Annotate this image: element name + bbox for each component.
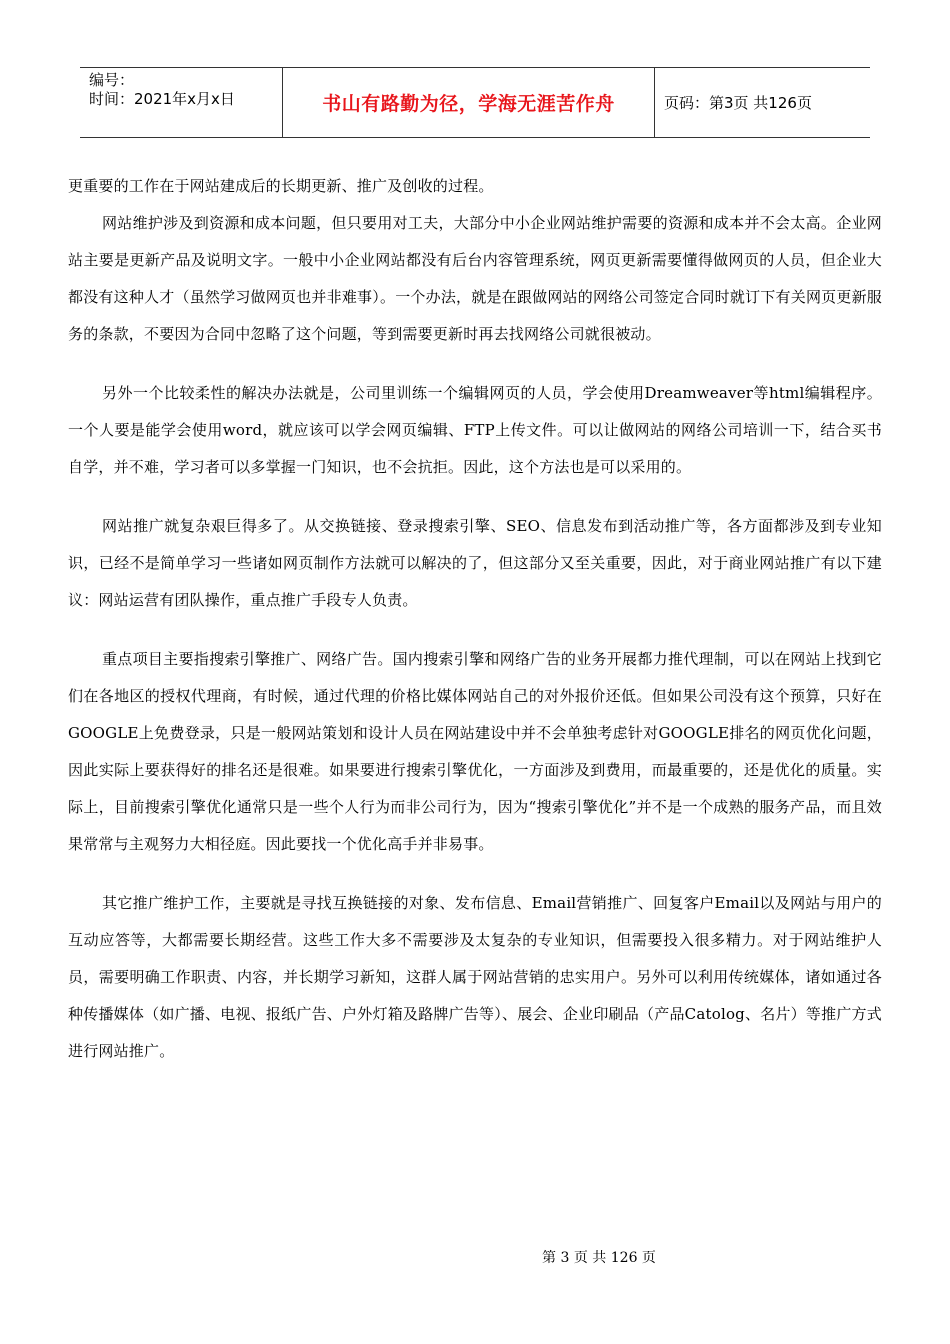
header-page-number: 页码：第3页 共126页: [664, 94, 812, 112]
document-body: [68, 168, 882, 1070]
paragraph-maintenance: 网站维护涉及到资源和成本问题，但只要用对工夫，大部分中小企业网站维护需要的资源和成本并不会太高。企业网站主要是更新产品及说明文字。一般中小企业网站都没有后台内容管理系统，网页更新需要懂得做网页的人员，但企业大都没有这种人才（虽然学习做网页也并非难事）。一个办法，就是在跟做网站的网络公司签定合同时就订下有关网页更新服务的条款，不要因为合同中忽略了这个问题，等到需要更新时再去找网络公司就很被动。: [68, 214, 882, 343]
document-header: [80, 67, 870, 138]
paragraph-intro: 更重要的工作在于网站建成后的长期更新、推广及创收的过程。: [68, 177, 494, 195]
document-number-label: 编号：: [89, 71, 135, 89]
page-footer: 第 3 页 共 126 页: [542, 1250, 656, 1266]
header-meta: [80, 68, 283, 137]
paragraph-other-work: 其它推广维护工作，主要就是寻找互换链接的对象、发布信息、Email营销推广、回复客户Email以及网站与用户的互动应答等，大都需要长期经营。这些工作大多不需要涉及太复杂的专业知识，但需要投入很多精力。对于网站维护人员，需要明确工作职责、内容，并长期学习新知，这群人属于网站营销的忠实用户。另外可以利用传统媒体，诸如通过各种传播媒体（如广播、电视、报纸广告、户外灯箱及路牌广告等）、展会、企业印刷品（产品Catolog、名片）等推广方式进行网站推广。: [68, 894, 882, 1060]
header-motto: 书山有路勤为径，学海无涯苦作舟: [283, 68, 655, 137]
paragraph-key-projects: 重点项目主要指搜索引擎推广、网络广告。国内搜索引擎和网络广告的业务开展都力推代理制，可以在网站上找到它们在各地区的授权代理商，有时候，通过代理的价格比媒体网站自己的对外报价还低。但如果公司没有这个预算，只好在GOOGLE上免费登录，只是一般网站策划和设计人员在网站建设中并不会单独考虑针对GOOGLE排名的网页优化问题，因此实际上要获得好的排名还是很难。如果要进行搜索引擎优化，一方面涉及到费用，而最重要的，还是优化的质量。实际上，目前搜索引擎优化通常只是一些个人行为而非公司行为，因为“搜索引擎优化”并不是一个成熟的服务产品，而且效果常常与主观努力大相径庭。因此要找一个优化高手并非易事。: [68, 650, 882, 853]
paragraph-promotion: 网站推广就复杂艰巨得多了。从交换链接、登录搜索引擎、SEO、信息发布到活动推广等，各方面都涉及到专业知识，已经不是简单学习一些诸如网页制作方法就可以解决的了，但这部分又至关重要，因此，对于商业网站推广有以下建议：网站运营有团队操作，重点推广手段专人负责。: [68, 517, 882, 609]
document-time-label: 时间：2021年x月x日: [89, 90, 235, 108]
paragraph-alternative: 另外一个比较柔性的解决办法就是，公司里训练一个编辑网页的人员，学会使用Dreamweaver等html编辑程序。一个人要是能学会使用word，就应该可以学会网页编辑、FTP上传文件。可以让做网站的网络公司培训一下，结合买书自学，并不难，学习者可以多掌握一门知识，也不会抗拒。因此，这个方法也是可以采用的。: [68, 384, 882, 476]
